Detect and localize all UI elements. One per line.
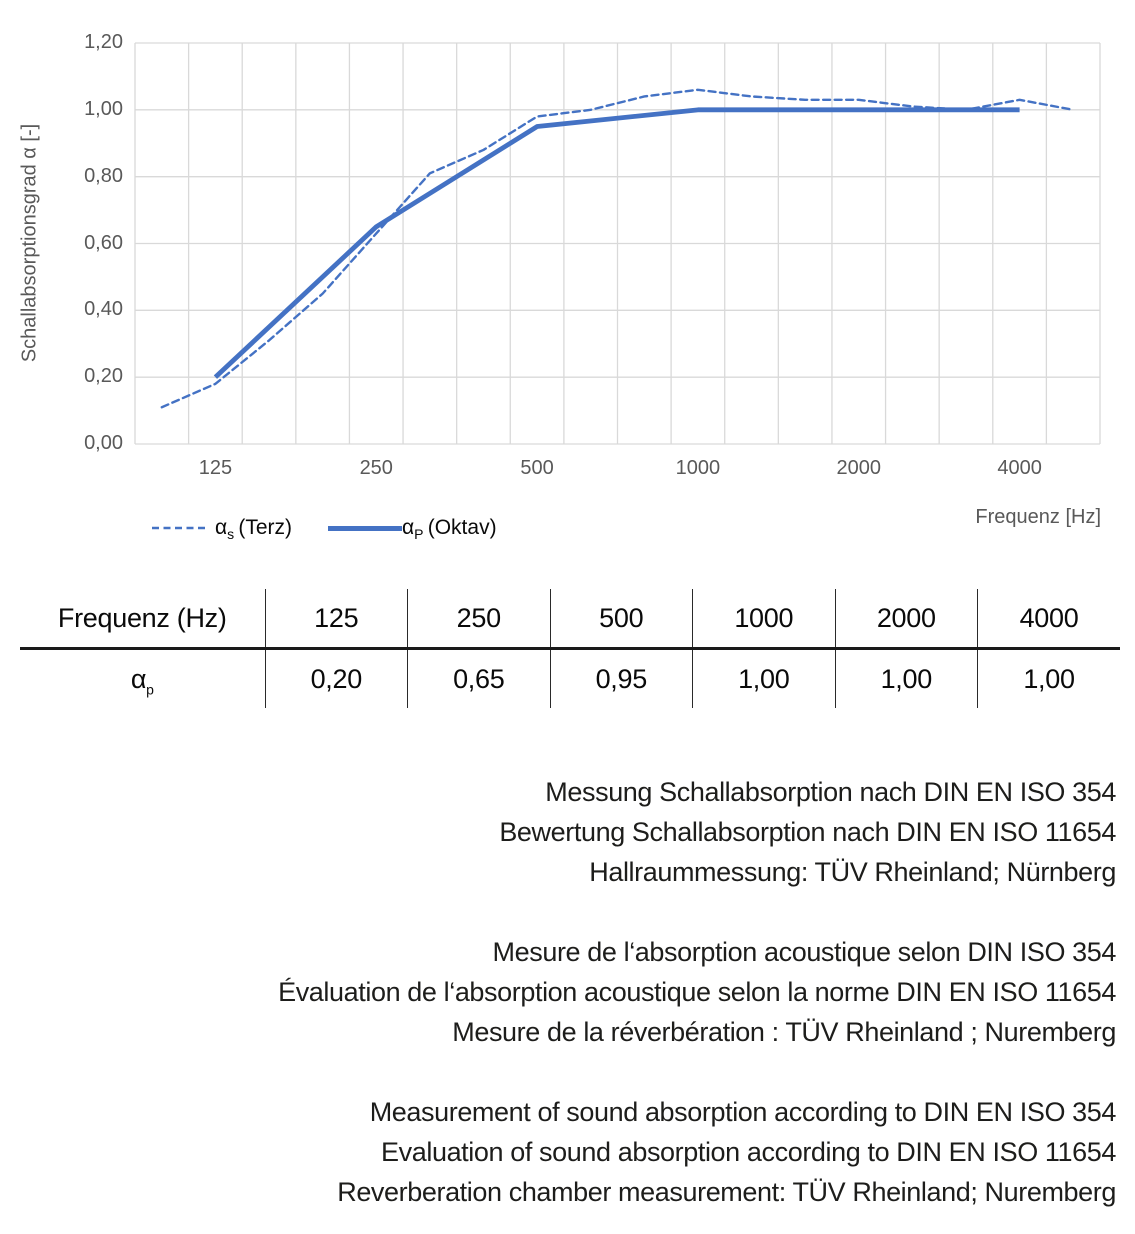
legend-item-oktav <box>328 516 497 543</box>
dashed-line-sample <box>152 525 206 531</box>
x-tick-label: 1000 <box>675 457 721 479</box>
note-english <box>0 1092 1135 1212</box>
x-tick-label: 4000 <box>997 457 1042 479</box>
note-line: Reverberation chamber measurement: TÜV Rheinland; Nuremberg <box>337 1177 1116 1207</box>
y-tick-label: 1,00 <box>84 97 123 120</box>
note-line: Bewertung Schallabsorption nach DIN EN ISO 11654 <box>499 817 1116 847</box>
legend-item-terz <box>152 516 293 543</box>
note-line: Measurement of sound absorption according to DIN EN ISO 354 <box>369 1097 1116 1127</box>
sound-absorption-chart <box>0 0 1135 560</box>
note-german <box>0 772 1135 892</box>
table-cell: 500 <box>550 589 693 649</box>
absorption-values-table <box>20 589 1120 708</box>
y-tick-label: 0,20 <box>84 365 123 388</box>
table-header-row <box>20 589 1120 649</box>
table-cell: 250 <box>408 589 551 649</box>
table-cell: 1,00 <box>978 649 1121 709</box>
y-tick-label: 0,80 <box>84 164 123 187</box>
table-value-row <box>20 649 1120 709</box>
table-cell: 0,95 <box>550 649 693 709</box>
note-line: Évaluation de l‘absorption acoustique selon la norme DIN EN ISO 11654 <box>278 977 1116 1007</box>
legend-label-terz: $\alpha_s$ (Terz) <box>215 516 293 543</box>
table-header-frequency: Frequenz (Hz) <box>20 589 265 649</box>
table-cell: 4000 <box>978 589 1121 649</box>
y-tick-label: 0,00 <box>84 432 123 454</box>
table-cell: 1,00 <box>693 649 836 709</box>
y-tick-label: 0,40 <box>84 298 123 321</box>
note-line: Hallraummessung: TÜV Rheinland; Nürnberg <box>589 857 1116 887</box>
note-line: Evaluation of sound absorption according to DIN EN ISO 11654 <box>381 1137 1116 1167</box>
y-axis-title: Schallabsorptionsgrad α [-] <box>18 123 41 363</box>
table-cell: 1000 <box>693 589 836 649</box>
x-axis-title: Frequenz [Hz] <box>975 506 1101 528</box>
table-cell: 0,20 <box>265 649 408 709</box>
note-french <box>0 932 1135 1052</box>
table-cell: 0,65 <box>408 649 551 709</box>
y-tick-label: 0,60 <box>84 231 123 254</box>
table-cell: 2000 <box>835 589 978 649</box>
solid-line-sample <box>328 525 402 532</box>
x-tick-label: 250 <box>359 457 393 479</box>
x-tick-label: 500 <box>520 457 554 479</box>
table-row-label-alpha-p: $\alpha_p$ <box>130 663 154 697</box>
x-tick-label: 2000 <box>836 457 881 479</box>
x-tick-label: 125 <box>198 457 233 479</box>
chart-legend <box>152 516 497 543</box>
note-line: Mesure de l‘absorption acoustique selon DIN ISO 354 <box>492 937 1116 967</box>
y-tick-label: 1,20 <box>84 31 123 53</box>
table-cell: 1,00 <box>835 649 978 709</box>
legend-label-oktav: $\alpha_P$ (Oktav) <box>402 516 497 543</box>
note-line: Mesure de la réverbération : TÜV Rheinland ; Nuremberg <box>452 1017 1116 1047</box>
table-cell: 125 <box>265 589 408 649</box>
note-line: Messung Schallabsorption nach DIN EN ISO 354 <box>545 777 1116 807</box>
measurement-notes <box>0 772 1135 1212</box>
